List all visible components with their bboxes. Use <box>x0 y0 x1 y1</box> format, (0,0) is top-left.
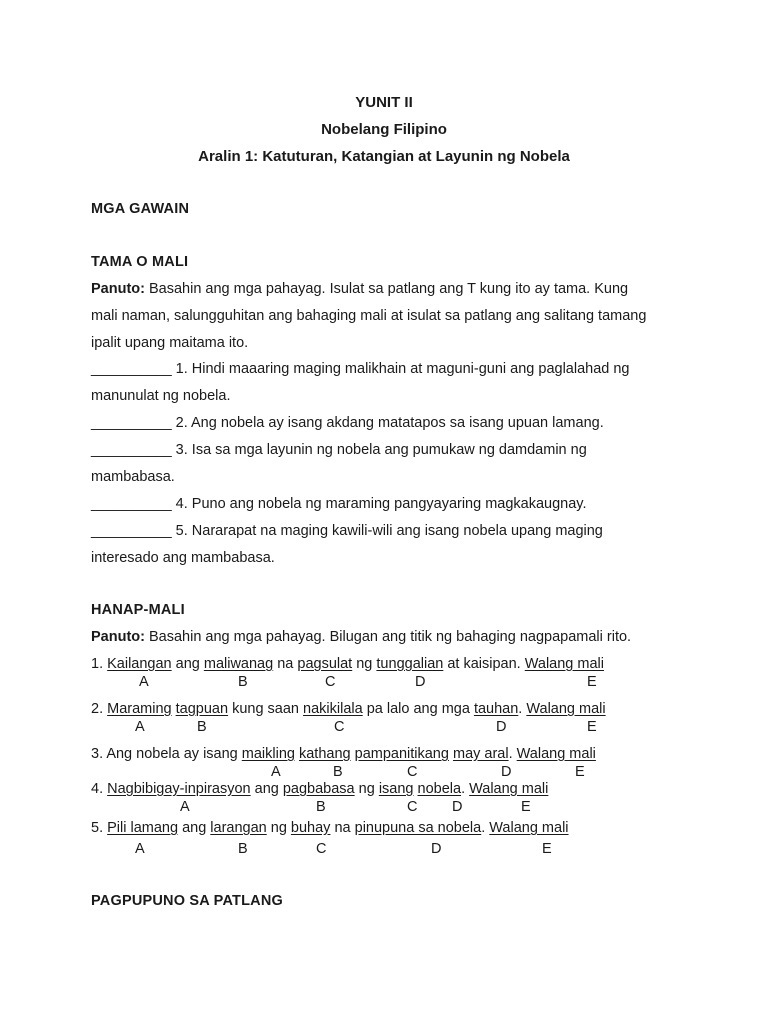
item-number: 2. <box>91 701 108 717</box>
sentence-part-b: larangan <box>210 820 267 836</box>
choice-letter[interactable]: E <box>587 674 597 690</box>
instruction-label: Panuto: <box>91 629 145 645</box>
choice-letter[interactable]: A <box>135 719 145 735</box>
sentence-part-e: Walang mali <box>524 656 604 672</box>
sentence-part-e: Walang mali <box>489 820 569 836</box>
sentence-text: ang <box>171 656 204 672</box>
hanap-mali-item <box>91 701 606 717</box>
hanap-mali-instruction <box>91 629 631 645</box>
sentence-text: ng <box>266 820 291 836</box>
tama-o-mali-item-line: __________ 4. Puno ang nobela ng maraming pangyayaring magkakaugnay. <box>91 496 587 512</box>
sentence-text: at kaisipan. <box>443 656 525 672</box>
subject-title: Nobelang Filipino <box>321 121 447 138</box>
sentence-part-d: nobela <box>417 781 462 797</box>
sentence-text: . <box>481 820 490 836</box>
tama-o-mali-instruction-line <box>91 281 628 297</box>
sentence-part-d: tunggalian <box>376 656 444 672</box>
sentence-part-c: nakikilala <box>303 701 363 717</box>
sentence-part-d: may aral <box>452 746 509 762</box>
sentence-text: na <box>273 656 298 672</box>
choice-letter[interactable]: E <box>521 799 531 815</box>
choice-letter[interactable]: C <box>325 674 336 690</box>
sentence-text: pa lalo ang mga <box>362 701 474 717</box>
sentence-text: ng <box>354 781 379 797</box>
item-number: 5. <box>91 820 108 836</box>
choice-letter[interactable]: D <box>496 719 507 735</box>
pagpupuno-heading: PAGPUPUNO SA PATLANG <box>91 893 283 909</box>
tama-o-mali-instruction-line: mali naman, salungguhitan ang bahaging mali at isulat sa patlang ang salitang tamang <box>91 308 647 324</box>
choice-letters-row <box>0 719 768 737</box>
sentence-part-a: Pili lamang <box>107 820 179 836</box>
sentence-part-b: tagpuan <box>175 701 229 717</box>
instruction-label: Panuto: <box>91 281 145 297</box>
sentence-part-b: pagbabasa <box>282 781 355 797</box>
choice-letter[interactable]: B <box>238 841 248 857</box>
choice-letter[interactable]: A <box>180 799 190 815</box>
sentence-text: na <box>330 820 355 836</box>
hanap-mali-item <box>91 820 569 836</box>
sentence-part-e: Walang mali <box>516 746 596 762</box>
sentence-text: kung saan <box>228 701 304 717</box>
tama-o-mali-item-line: __________ 2. Ang nobela ay isang akdang matatapos sa isang upuan lamang. <box>91 415 604 431</box>
choice-letter[interactable]: B <box>197 719 207 735</box>
choice-letter[interactable]: C <box>334 719 345 735</box>
sentence-part-b: maliwanag <box>203 656 274 672</box>
sentence-part-d: pinupuna sa nobela <box>354 820 482 836</box>
sentence-part-c: pagsulat <box>297 656 353 672</box>
choice-letter[interactable]: A <box>135 841 145 857</box>
hanap-mali-item <box>91 656 604 672</box>
choice-letter[interactable]: A <box>271 764 281 780</box>
choice-letter[interactable]: D <box>415 674 426 690</box>
sentence-text: ng <box>352 656 377 672</box>
tama-o-mali-item-line: __________ 5. Nararapat na maging kawili-wili ang isang nobela upang maging <box>91 523 603 539</box>
choice-letter[interactable]: C <box>407 799 418 815</box>
lesson-title: Aralin 1: Katuturan, Katangian at Layunin ng Nobela <box>198 148 570 165</box>
sentence-part-d: tauhan <box>473 701 519 717</box>
sentence-part-c: isang <box>378 781 414 797</box>
choice-letters-row <box>0 674 768 692</box>
tama-o-mali-item-line: interesado ang mambabasa. <box>91 550 275 566</box>
tama-o-mali-instruction-line: ipalit upang maitama ito. <box>91 335 249 351</box>
unit-title: YUNIT II <box>355 94 413 111</box>
choice-letter[interactable]: E <box>587 719 597 735</box>
sentence-text: 3. Ang nobela ay isang <box>91 746 242 762</box>
choice-letter[interactable]: D <box>452 799 463 815</box>
sentence-part-a: maikling <box>241 746 295 762</box>
sentence-text: . <box>461 781 470 797</box>
sentence-part-a: Kailangan <box>107 656 172 672</box>
choice-letters-row <box>0 799 768 817</box>
tama-o-mali-item-line: __________ 3. Isa sa mga layunin ng nobela ang pumukaw ng damdamin ng <box>91 442 587 458</box>
instruction-text: Basahin ang mga pahayag. Bilugan ang titik ng bahaging nagpapamali rito. <box>144 629 632 645</box>
sentence-part-b: kathang <box>298 746 351 762</box>
sentence-part-e: Walang mali <box>526 701 606 717</box>
item-number: 1. <box>91 656 108 672</box>
sentence-text: . <box>518 701 527 717</box>
sentence-part-a: Nagbibigay-inpirasyon <box>107 781 251 797</box>
hanap-mali-item <box>91 746 596 762</box>
choice-letter[interactable]: A <box>139 674 149 690</box>
sentence-text: . <box>508 746 517 762</box>
choice-letters-row <box>0 764 768 782</box>
choice-letter[interactable]: E <box>575 764 585 780</box>
choice-letter[interactable]: E <box>542 841 552 857</box>
choice-letter[interactable]: D <box>431 841 442 857</box>
instruction-text: Basahin ang mga pahayag. Isulat sa patlang ang T kung ito ay tama. Kung <box>144 281 629 297</box>
choice-letter[interactable]: B <box>333 764 343 780</box>
sentence-text: ang <box>178 820 211 836</box>
hanap-mali-item <box>91 781 548 797</box>
hanap-mali-heading: HANAP-MALI <box>91 602 185 618</box>
sentence-part-c: pampanitikang <box>354 746 449 762</box>
choice-letter[interactable]: C <box>407 764 418 780</box>
item-number: 4. <box>91 781 108 797</box>
tama-o-mali-item-line: __________ 1. Hindi maaaring maging malikhain at maguni-guni ang paglalahad ng <box>91 361 630 377</box>
tama-o-mali-item-line: mambabasa. <box>91 469 175 485</box>
choice-letters-row <box>0 841 768 859</box>
sentence-part-a: Maraming <box>107 701 172 717</box>
sentence-part-e: Walang mali <box>469 781 549 797</box>
activities-heading: MGA GAWAIN <box>91 201 190 217</box>
sentence-part-c: buhay <box>290 820 331 836</box>
choice-letter[interactable]: B <box>238 674 248 690</box>
choice-letter[interactable]: D <box>501 764 512 780</box>
sentence-text: ang <box>250 781 283 797</box>
choice-letter[interactable]: B <box>316 799 326 815</box>
tama-o-mali-heading: TAMA O MALI <box>91 254 189 270</box>
choice-letter[interactable]: C <box>316 841 327 857</box>
tama-o-mali-item-line: manunulat ng nobela. <box>91 388 231 404</box>
